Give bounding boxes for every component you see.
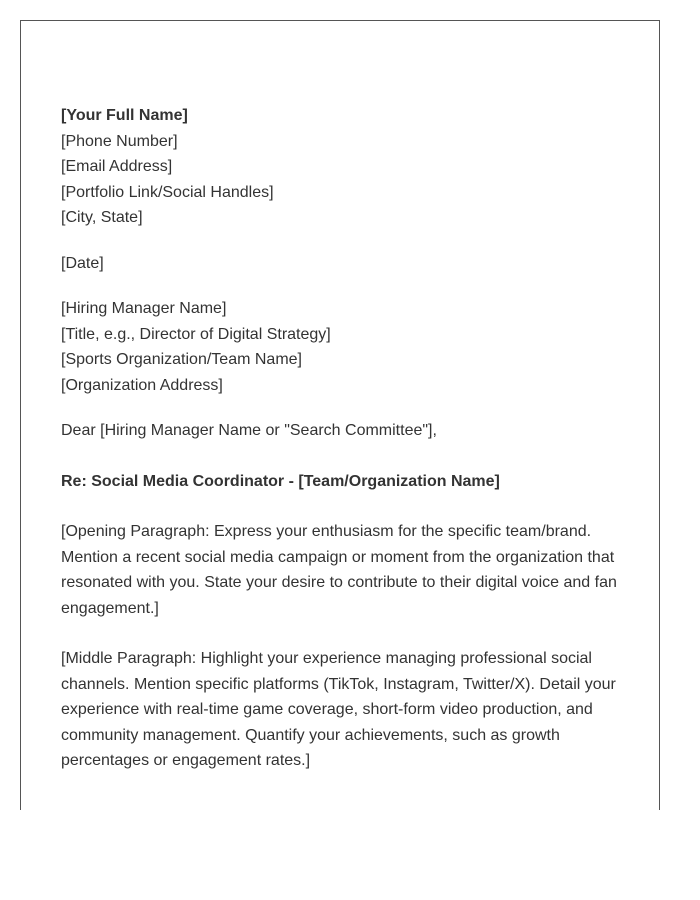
recipient-block bbox=[61, 296, 631, 398]
letter-date: [Date] bbox=[61, 254, 104, 272]
sender-city-state: [City, State] bbox=[61, 209, 143, 226]
salutation-block bbox=[61, 418, 631, 444]
letter-content bbox=[61, 103, 631, 774]
sender-email: [Email Address] bbox=[61, 158, 173, 175]
salutation: Dear [Hiring Manager Name or "Search Committee"], bbox=[61, 422, 437, 439]
opening-paragraph: [Opening Paragraph: Express your enthusiasm for the specific team/brand. Mention a recent social media campaign or moment from the organization that resonated with you. State your desire to contribute to their digital voice and fan engagement.] bbox=[61, 523, 617, 617]
sender-block bbox=[61, 103, 631, 231]
subject-line: Re: Social Media Coordinator - [Team/Organization Name] bbox=[61, 472, 500, 490]
sender-name: [Your Full Name] bbox=[61, 107, 188, 124]
sender-phone: [Phone Number] bbox=[61, 132, 178, 150]
recipient-title: [Title, e.g., Director of Digital Strategy] bbox=[61, 325, 331, 343]
recipient-address: [Organization Address] bbox=[61, 376, 223, 394]
letter-page bbox=[20, 20, 660, 810]
recipient-organization: [Sports Organization/Team Name] bbox=[61, 351, 302, 368]
subject-block bbox=[61, 469, 631, 495]
recipient-name: [Hiring Manager Name] bbox=[61, 300, 227, 317]
sender-portfolio: [Portfolio Link/Social Handles] bbox=[61, 183, 274, 201]
date-block bbox=[61, 251, 631, 277]
middle-paragraph: [Middle Paragraph: Highlight your experience managing professional social channels. Mention specific platforms (TikTok, Instagram, Twitter/X). Detail your experience with real-time game coverage, short-form video production, and community management. Quantify your achievements, such as growth percentages or engagement rates.] bbox=[61, 650, 616, 769]
